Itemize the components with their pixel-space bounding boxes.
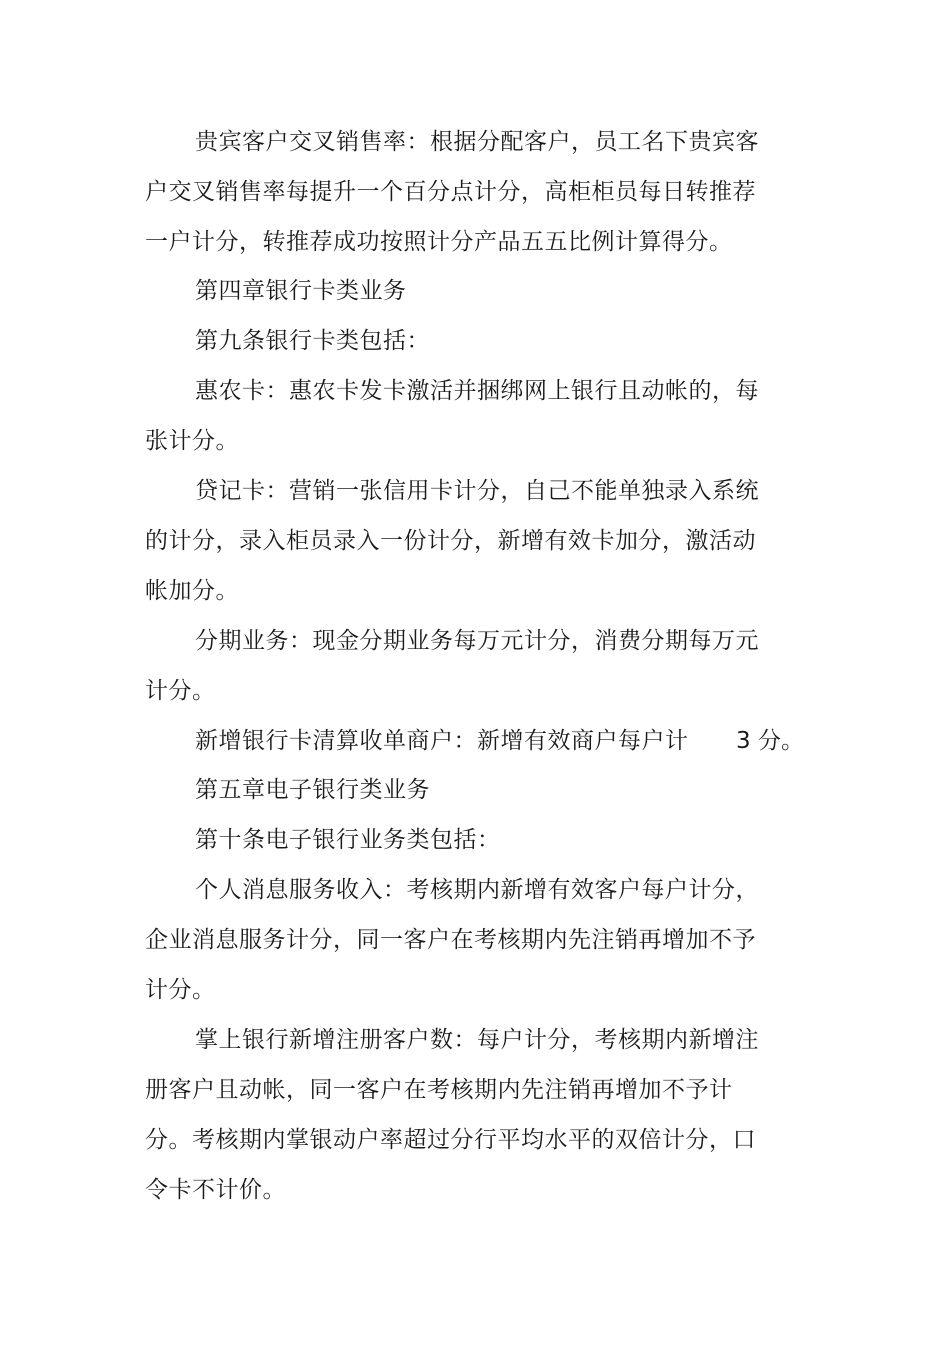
paragraph-line: 贷记卡：营销一张信用卡计分，自己不能单独录入系统 bbox=[195, 478, 759, 504]
article-heading: 第十条电子银行业务类包括： bbox=[195, 827, 501, 853]
paragraph-line: 企业消息服务计分，同一客户在考核期内先注销再增加不予 bbox=[145, 927, 756, 953]
paragraph-line: 计分。 bbox=[145, 977, 216, 1003]
chapter-heading: 第四章银行卡类业务 bbox=[195, 278, 407, 304]
paragraph-line: 户交叉销售率每提升一个百分点计分，高柜柜员每日转推荐 bbox=[145, 179, 756, 205]
paragraph-line: 惠农卡：惠农卡发卡激活并捆绑网上银行且动帐的，每 bbox=[195, 378, 759, 404]
paragraph-line: 册客户且动帐，同一客户在考核期内先注销再增加不予计 bbox=[145, 1077, 733, 1103]
paragraph-line: 个人消息服务收入：考核期内新增有效客户每户计分， bbox=[195, 877, 759, 903]
paragraph-line: 掌上银行新增注册客户数：每户计分，考核期内新增注 bbox=[195, 1027, 759, 1053]
paragraph-line: 帐加分。 bbox=[145, 578, 239, 604]
paragraph-line: 张计分。 bbox=[145, 428, 239, 454]
paragraph-line: 计分。 bbox=[145, 678, 216, 704]
paragraph-line: 新增银行卡清算收单商户：新增有效商户每户计 bbox=[195, 728, 689, 754]
article-heading: 第九条银行卡类包括： bbox=[195, 328, 430, 354]
paragraph-line: 一户计分，转推荐成功按照计分产品五五比例计算得分。 bbox=[145, 229, 733, 255]
chapter-heading: 第五章电子银行类业务 bbox=[195, 777, 430, 803]
paragraph-line: 的计分，录入柜员录入一份计分，新增有效卡加分，激活动 bbox=[145, 528, 756, 554]
paragraph-line: 令卡不计价。 bbox=[145, 1177, 286, 1203]
paragraph-line: 分期业务：现金分期业务每万元计分，消费分期每万元 bbox=[195, 628, 759, 654]
paragraph-line-tail: 3 分。 bbox=[736, 728, 804, 754]
paragraph-line: 贵宾客户交叉销售率：根据分配客户，员工名下贵宾客 bbox=[195, 129, 759, 155]
paragraph-line: 分。考核期内掌银动户率超过分行平均水平的双倍计分，口 bbox=[145, 1127, 756, 1153]
